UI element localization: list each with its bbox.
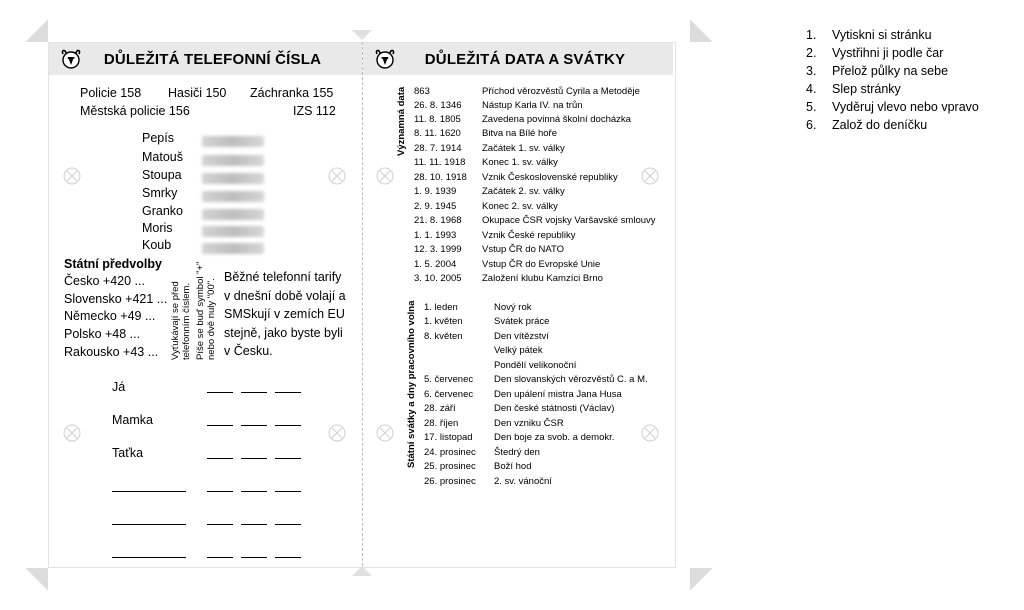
prefix-item: Německo +49 ...: [64, 309, 156, 323]
event-date: 11. 8. 1805: [414, 114, 461, 125]
instruction-item: [806, 80, 979, 98]
prefix-note-line: Vyťukávají se před: [170, 281, 181, 360]
blurred-phone-number: [202, 136, 264, 147]
tariff-note-line: v Česku.: [224, 344, 273, 358]
tariff-note-line: stejně, jako byste byli: [224, 326, 343, 340]
blurred-phone-number: [202, 191, 264, 202]
left-card-title: DŮLEŽITÁ TELEFONNÍ ČÍSLA: [103, 50, 322, 68]
holiday-text: Den vzniku ČSR: [494, 418, 564, 429]
event-text: Vstup ČR do Evropské Unie: [482, 259, 601, 270]
holiday-text: Den upálení mistra Jana Husa: [494, 389, 622, 400]
write-line: [112, 557, 186, 558]
instruction-number: 1.: [806, 28, 817, 42]
holiday-text: Štedrý den: [494, 447, 540, 458]
emergency-police: Policie 158: [80, 86, 142, 100]
punch-hole-mark-icon: [63, 424, 81, 442]
emergency-fire: Hasiči 150: [168, 86, 227, 100]
instruction-number: 3.: [806, 64, 817, 78]
event-date: 8. 11. 1620: [414, 128, 461, 139]
event-text: Vznik Československé republiky: [482, 172, 618, 183]
contact-name: Granko: [142, 204, 183, 218]
event-text: Konec 1. sv. války: [482, 157, 558, 168]
holiday-date: 6. červenec: [424, 389, 474, 400]
punch-hole-mark-icon: [376, 424, 394, 442]
write-line: [275, 425, 301, 426]
instruction-text: Vytiskni si stránku: [832, 28, 932, 42]
prefix-note-line: Píše se buď symbol "+": [195, 261, 206, 360]
prefix-item: Polsko +48 ...: [64, 327, 141, 341]
instruction-item: [806, 26, 979, 44]
instruction-number: 5.: [806, 100, 817, 114]
event-date: 1. 1. 1993: [414, 230, 457, 241]
blurred-phone-number: [202, 243, 264, 254]
holiday-text: Den boje za svob. a demokr.: [494, 432, 615, 443]
event-text: Vznik České republiky: [482, 230, 576, 241]
write-line: [112, 524, 186, 525]
right-card-title: DŮLEŽITÁ DATA A SVÁTKY: [424, 50, 626, 68]
instruction-text: Slep stránky: [832, 82, 901, 96]
write-line: [207, 557, 233, 558]
prefix-note-line: telefonním číslem.: [181, 282, 192, 360]
event-text: Okupace ČSR vojsky Varšavské smlouvy: [482, 215, 656, 226]
punch-hole-mark-icon: [641, 424, 659, 442]
holiday-text: Nový rok: [494, 302, 532, 313]
write-line: [275, 392, 301, 393]
emergency-izs: IZS 112: [293, 104, 336, 118]
event-date: 28. 7. 1914: [414, 143, 462, 154]
event-date: 2. 9. 1945: [414, 201, 457, 212]
event-date: 3. 10. 2005: [414, 273, 462, 284]
write-line: [207, 524, 233, 525]
instruction-item: [806, 44, 979, 62]
contact-name: Moris: [142, 221, 173, 235]
event-text: Příchod věrozvěstů Cyrila a Metoděje: [482, 86, 640, 97]
holiday-date: 28. září: [424, 403, 456, 414]
instruction-number: 4.: [806, 82, 817, 96]
event-text: Bitva na Bílé hoře: [482, 128, 557, 139]
event-text: Založení klubu Kamzíci Brno: [482, 273, 603, 284]
tariff-note-line: v dnešní době volají a: [224, 289, 346, 303]
write-line: [241, 392, 267, 393]
emergency-ambulance: Záchranka 155: [250, 86, 334, 100]
holiday-text: Boží hod: [494, 461, 532, 472]
write-line: [275, 491, 301, 492]
instruction-item: [806, 62, 979, 80]
holiday-text: 2. sv. vánoční: [494, 476, 552, 487]
event-text: Začátek 1. sv. války: [482, 143, 565, 154]
event-date: 12. 3. 1999: [414, 244, 462, 255]
write-line: [241, 425, 267, 426]
event-date: 11. 11. 1918: [414, 157, 466, 168]
write-line: [275, 458, 301, 459]
instructions-list: [806, 26, 979, 134]
section-label-events: Významná data: [396, 86, 407, 156]
blurred-phone-number: [202, 226, 264, 237]
holiday-text: Svátek práce: [494, 316, 550, 327]
holiday-date: 25. prosinec: [424, 461, 476, 472]
fold-mark-top: [352, 30, 372, 40]
contact-name: Pepís: [142, 131, 174, 145]
contact-name: Smrky: [142, 186, 178, 200]
event-text: Nástup Karla IV. na trůn: [482, 100, 583, 111]
instruction-item: [806, 116, 979, 134]
write-line: [241, 524, 267, 525]
instruction-text: Vystřihni ji podle čar: [832, 46, 944, 60]
holiday-text: Pondělí velikonoční: [494, 360, 577, 371]
write-line: [207, 491, 233, 492]
punch-hole-mark-icon: [376, 167, 394, 185]
event-date: 26. 8. 1346: [414, 100, 462, 111]
prefix-note-line: nebo dvě nuly "00".: [206, 278, 217, 360]
write-line: [275, 557, 301, 558]
write-line: [207, 392, 233, 393]
blurred-phone-number: [202, 173, 264, 184]
prefix-item: Slovensko +421 ...: [64, 292, 168, 306]
event-date: 21. 8. 1968: [414, 215, 462, 226]
punch-hole-mark-icon: [328, 167, 346, 185]
event-date: 863: [414, 86, 430, 97]
personal-label: Mamka: [112, 413, 153, 427]
tariff-note-line: SMSkují v zemích EU: [224, 307, 345, 321]
prefixes-title: Státní předvolby: [64, 257, 162, 271]
event-date: 28. 10. 1918: [414, 172, 467, 183]
event-text: Zavedena povinná školní docházka: [482, 114, 631, 125]
write-line: [112, 491, 186, 492]
write-line: [241, 458, 267, 459]
write-line: [275, 524, 301, 525]
write-line: [207, 458, 233, 459]
holiday-text: Den vítězství: [494, 331, 549, 342]
prefix-item: Rakousko +43 ...: [64, 345, 159, 359]
instruction-text: Založ do deníčku: [832, 118, 928, 132]
event-date: 1. 9. 1939: [414, 186, 457, 197]
prefix-item: Česko +420 ...: [64, 274, 145, 288]
event-date: 1. 5. 2004: [414, 259, 457, 270]
holiday-date: 17. listopad: [424, 432, 473, 443]
holiday-date: 1. leden: [424, 302, 458, 313]
blurred-phone-number: [202, 209, 264, 220]
event-text: Konec 2. sv. války: [482, 201, 558, 212]
chamois-logo-icon: [373, 47, 397, 71]
instruction-text: Vyděruj vlevo nebo vpravo: [832, 100, 979, 114]
section-label-holidays: Státní svátky a dny pracovního volna: [406, 300, 417, 468]
punch-hole-mark-icon: [641, 167, 659, 185]
holiday-date: 5. červenec: [424, 374, 474, 385]
emergency-city-police: Městská policie 156: [80, 104, 190, 118]
write-line: [207, 425, 233, 426]
fold-mark-bottom: [352, 566, 372, 576]
instruction-number: 2.: [806, 46, 817, 60]
contact-name: Koub: [142, 238, 172, 252]
chamois-logo-icon: [59, 47, 83, 71]
event-text: Začátek 2. sv. války: [482, 186, 565, 197]
holiday-text: Den české státnosti (Václav): [494, 403, 615, 414]
contact-name: Matouš: [142, 150, 183, 164]
holiday-date: 28. říjen: [424, 418, 459, 429]
tariff-note-line: Běžné telefonní tarify: [224, 270, 342, 284]
write-line: [241, 557, 267, 558]
blurred-phone-number: [202, 155, 264, 166]
holiday-date: 1. květen: [424, 316, 463, 327]
write-line: [241, 491, 267, 492]
punch-hole-mark-icon: [63, 167, 81, 185]
holiday-date: 8. květen: [424, 331, 463, 342]
instruction-item: [806, 98, 979, 116]
holiday-text: Velký pátek: [494, 345, 543, 356]
holiday-date: 24. prosinec: [424, 447, 476, 458]
punch-hole-mark-icon: [328, 424, 346, 442]
event-text: Vstup ČR do NATO: [482, 244, 565, 255]
holiday-text: Den slovanských věrozvěstů C. a M.: [494, 374, 648, 385]
left-card-header: [49, 43, 362, 75]
right-card-header: [363, 43, 673, 75]
holiday-date: 26. prosinec: [424, 476, 476, 487]
personal-label: Já: [112, 380, 126, 394]
contact-name: Stoupa: [142, 168, 182, 182]
instruction-text: Přelož půlky na sebe: [832, 64, 949, 78]
instruction-number: 6.: [806, 118, 817, 132]
personal-label: Taťka: [112, 446, 144, 460]
fold-line: [362, 42, 363, 566]
